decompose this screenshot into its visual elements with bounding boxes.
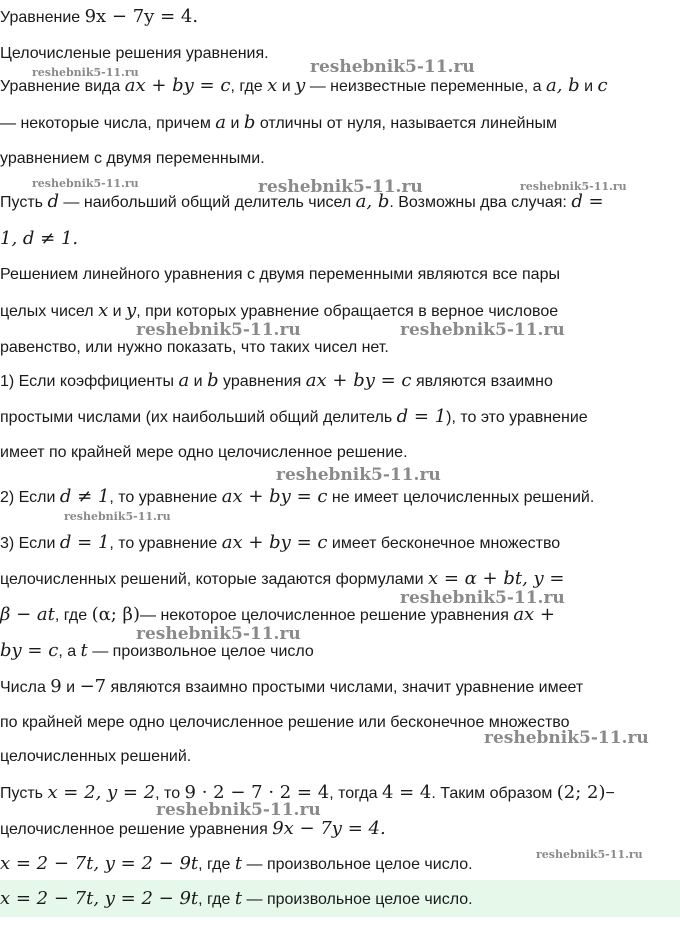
heading-equation: 9x − 7y = 4. <box>84 6 199 27</box>
case1-line-3: имеет по крайней мере одно целочисленное решение. <box>0 444 408 461</box>
watermark: reshebnik5-11.ru <box>276 465 441 485</box>
coprime-line-1: Числа 9 и −7 являются взаимно простыми числами, значит уравнение имеет <box>0 676 584 697</box>
gcd-line-1: Пусть d — наибольший общий делитель чисел a, b. Возможны два случая: d = <box>0 191 604 212</box>
definition-line-2: — некоторые числа, причем a и b отличны от нуля, называется линейным <box>0 112 557 133</box>
heading-text: Уравнение <box>0 9 85 26</box>
case1-line-1: 1) Если коэффициенты a и b уравнения ax + by = c являются взаимно <box>0 370 553 391</box>
coprime-line-2: по крайней мере одно целочисленное решение или бесконечное множество <box>0 714 570 731</box>
case1-line-2: простыми числами (их наибольший общий делитель d = 1), то это уравнение <box>0 406 588 427</box>
definition-line-1: Уравнение вида ax + by = c, где x и y — неизвестные переменные, а a, b и c <box>0 75 608 96</box>
watermark: reshebnik5-11.ru <box>310 57 475 77</box>
watermark: reshebnik5-11.ru <box>32 66 139 79</box>
solution-def-line-2: целых чисел x и y, при которых уравнение обращается в верное числовое <box>0 300 559 321</box>
gcd-line-2: 1, d ≠ 1. <box>0 228 79 249</box>
watermark: reshebnik5-11.ru <box>258 177 423 197</box>
section-title: Целочисленые решения уравнения. <box>0 45 269 62</box>
case2-line-1: 2) Если d ≠ 1, то уравнение ax + by = c не имеет целочисленных решений. <box>0 486 595 507</box>
coprime-line-3: целочисленных решений. <box>0 748 192 765</box>
solution-def-line-3: равенство, или нужно показать, что таких чисел нет. <box>0 339 389 356</box>
answer-box <box>0 880 680 917</box>
case3-line-2: целочисленных решений, которые задаются формулами x = α + bt, y = <box>0 568 565 589</box>
watermark: reshebnik5-11.ru <box>400 320 565 340</box>
watermark: reshebnik5-11.ru <box>64 510 171 523</box>
watermark: reshebnik5-11.ru <box>536 848 643 861</box>
solution-def-line-1: Решением линейного уравнения с двумя переменными являются все пары <box>0 266 560 283</box>
answer-text: x = 2 − 7t, y = 2 − 9t, где t — произвольное целое число. <box>0 888 473 909</box>
check-line-1: Пусть x = 2, y = 2, то 9 · 2 − 7 · 2 = 4, тогда 4 = 4. Таким образом (2; 2)− <box>0 782 615 803</box>
general-solution: x = 2 − 7t, y = 2 − 9t, где t — произвольное целое число. <box>0 853 473 874</box>
watermark: reshebnik5-11.ru <box>32 177 139 190</box>
watermark: reshebnik5-11.ru <box>136 624 301 644</box>
watermark: reshebnik5-11.ru <box>520 180 627 193</box>
watermark: reshebnik5-11.ru <box>136 320 301 340</box>
case3-line-3: β − at, где (α; β)— некоторое целочисленное решение уравнения ax + <box>0 604 555 625</box>
problem-heading <box>0 6 198 29</box>
check-line-2: целочисленное решение уравнения 9x − 7y = 4. <box>0 818 386 839</box>
watermark: reshebnik5-11.ru <box>156 800 321 820</box>
watermark: reshebnik5-11.ru <box>484 728 649 748</box>
definition-line-3: уравнением с двумя переменными. <box>0 150 265 167</box>
case3-line-1: 3) Если d = 1, то уравнение ax + by = c имеет бесконечное множество <box>0 532 561 553</box>
watermark: reshebnik5-11.ru <box>400 588 565 608</box>
case3-line-4: by = c, а t — произвольное целое число <box>0 640 314 661</box>
